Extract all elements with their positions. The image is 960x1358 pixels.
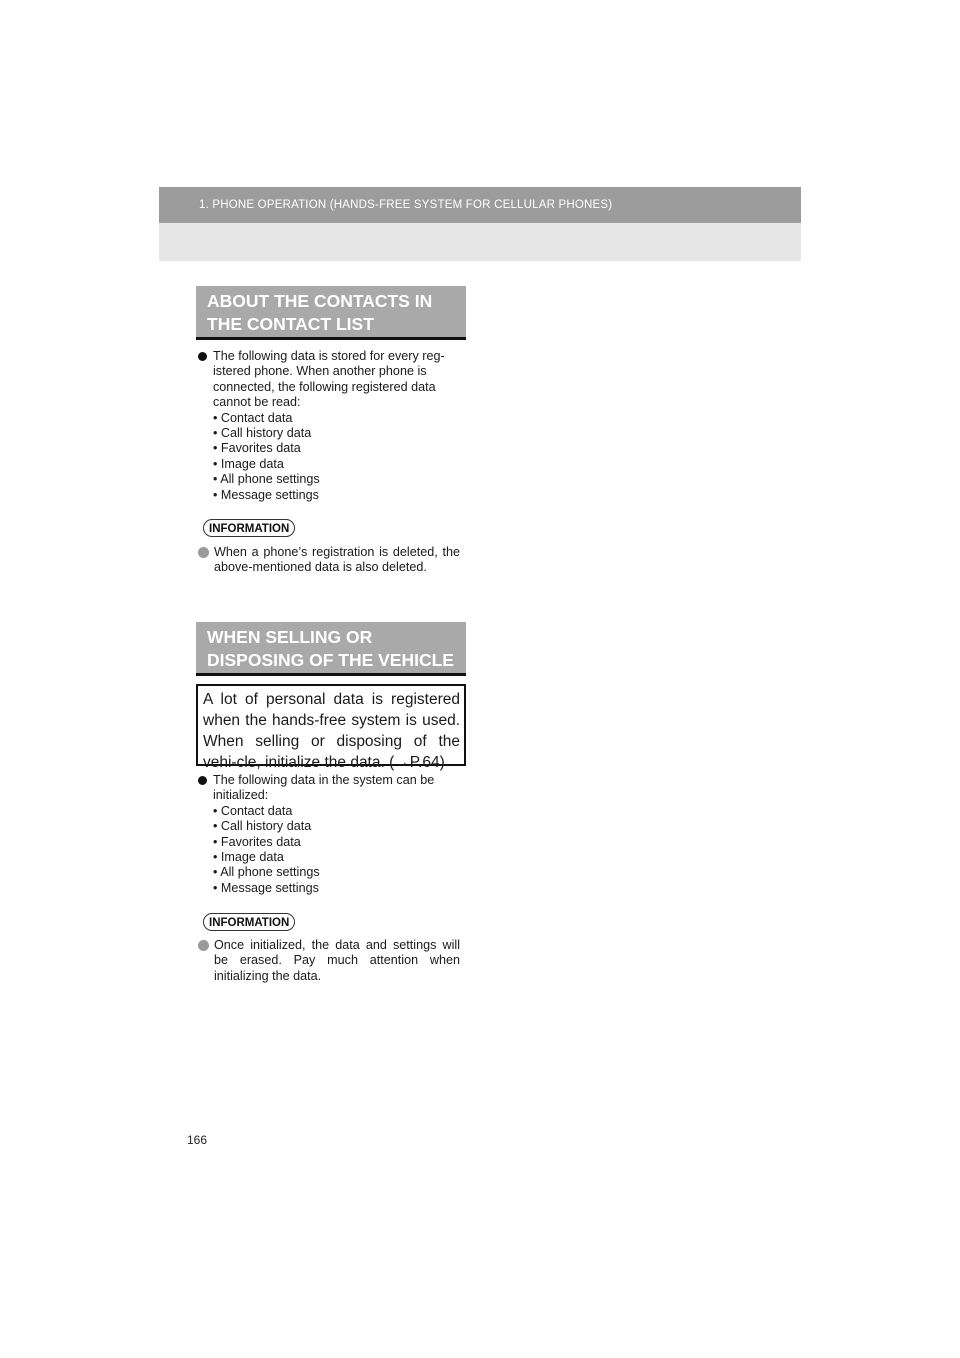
section-heading-line: THE CONTACT LIST [207, 314, 374, 334]
list-item: • All phone settings [213, 472, 320, 487]
contacts-data-list [198, 411, 466, 503]
bullet-line: cannot be read: [213, 395, 301, 410]
arrow-icon: → [394, 754, 410, 771]
info-bullet-icon [198, 940, 209, 951]
running-header-bar [159, 187, 801, 223]
list-item: • Message settings [213, 880, 319, 895]
page-number: 166 [187, 1133, 208, 1147]
running-header-title: 1. PHONE OPERATION (HANDS-FREE SYSTEM FOR CELLULAR PHONES) [199, 199, 613, 211]
list-item: • Call history data [213, 819, 312, 834]
information-text: When a phone’s registration is deleted, the above-mentioned data is also deleted. [214, 545, 460, 575]
list-item: • Favorites data [213, 834, 301, 849]
information-note [198, 545, 460, 576]
list-item: • Message settings [213, 487, 319, 502]
bullet-line: The following data is stored for every reg- [198, 349, 466, 364]
section-heading-selling [196, 622, 466, 676]
notice-box [196, 684, 466, 771]
information-text: Once initialized, the data and settings will be erased. Pay much attention when initializing the data. [214, 938, 460, 983]
section-heading-line: WHEN SELLING OR [207, 627, 373, 647]
information-label: INFORMATION [203, 519, 295, 537]
notice-text: A lot of personal data is registered when the hands-free system is used. When selling or disposing of the vehi-cle, initialize the data. ( [203, 691, 460, 771]
bullet-line: istered phone. When another phone is [213, 364, 427, 379]
section-heading-line: DISPOSING OF THE VEHICLE [207, 650, 454, 670]
list-item: • Contact data [213, 410, 293, 425]
bullet-line: The following data in the system can be [198, 773, 466, 788]
initialize-bullet-paragraph [198, 773, 466, 896]
information-label: INFORMATION [203, 913, 295, 931]
list-item: • Image data [213, 456, 284, 471]
list-item: • Image data [213, 850, 284, 865]
initialize-data-list [198, 804, 466, 896]
section-heading-line: ABOUT THE CONTACTS IN [207, 291, 433, 311]
bullet-line: connected, the following registered data [213, 379, 436, 394]
list-item: • Call history data [213, 426, 312, 441]
contacts-bullet-paragraph [198, 349, 466, 503]
page-reference-link[interactable]: P.64) [409, 754, 445, 771]
header-band [159, 223, 801, 261]
bullet-dot-icon [198, 776, 207, 785]
bullet-dot-icon [198, 352, 207, 361]
info-bullet-icon [198, 547, 209, 558]
section-heading-contacts [196, 286, 466, 340]
list-item: • Favorites data [213, 441, 301, 456]
list-item: • Contact data [213, 803, 293, 818]
information-note [198, 938, 460, 984]
list-item: • All phone settings [213, 865, 320, 880]
bullet-line: initialized: [213, 788, 269, 803]
